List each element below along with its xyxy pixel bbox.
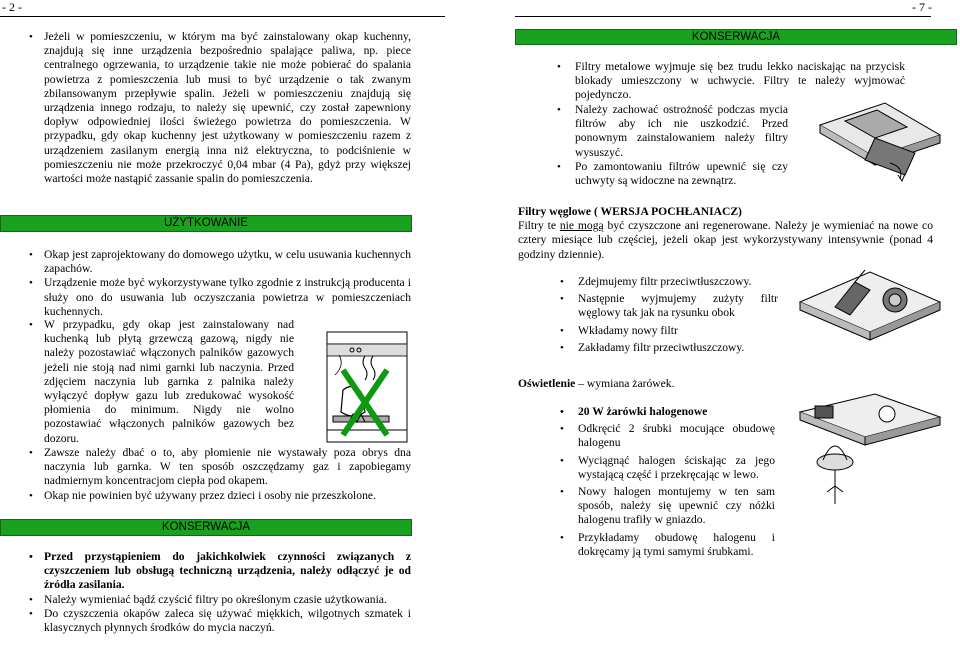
list-item: • Do czyszczenia okapów zaleca się używać miękkich, wilgotnych szmatek i klasycznych płynnych środków do mycia naczyń. (44, 607, 411, 635)
list-item: • Zakładamy filtr przeciwtłuszczowy. (578, 341, 778, 355)
list-item: • Zawsze należy dbać o to, aby płomienie nie wystawały poza obrys dna naczynia lub garnka. W ten sposób oszczędzamy gaz i zapobiegamy nadmiernym koncentracjom ciepła pod okapem. (44, 446, 411, 489)
list-item: • Odkręcić 2 śrubki mocujące obudowę halogenu (578, 422, 775, 450)
list-item: • Okap nie powinien być używany przez dzieci i osoby nie przeszkolone. (44, 489, 411, 503)
metal-filter-list-narrow (560, 103, 788, 188)
uzytkowanie-list-narrow (29, 318, 294, 446)
carbon-text-post: być czyszczone ani regenerowane. Należy je wymieniać na nowe co cztery miesiące lub częściej, jeżeli okap jest wykorzystywany intensywnie (ponad 4 godziny dziennie). (518, 219, 933, 261)
konserwacja-heading-right: KONSERWACJA (515, 29, 957, 45)
page-number-left: - 2 - (2, 0, 22, 14)
lighting-section (518, 377, 818, 391)
list-item: • Zdejmujemy filtr przeciwtłuszczowy. (578, 275, 778, 289)
list-item: • Wkładamy nowy filtr (578, 324, 778, 338)
list-item: • Przykładamy obudowę halogenu i dokręcamy ją tymi samymi śrubkami. (578, 531, 775, 559)
list-item: • Należy wymieniać bądź czyścić filtry po określonym czasie użytkowania. (44, 593, 411, 607)
bulb-list (563, 405, 775, 559)
uzytkowanie-list-top (29, 248, 411, 319)
carbon-filter-illustration (795, 262, 945, 350)
carbon-filter-text (518, 219, 933, 262)
halogen-bulb-illustration (795, 392, 945, 512)
carbon-filter-list (563, 275, 778, 355)
carbon-filter-title: Filtry węglowe ( WERSJA POCHŁANIACZ) (518, 205, 742, 218)
list-item: • Nowy halogen montujemy w ten sam sposób, należy się upewnić czy nóżki halogenu trafiły w gniazdo. (578, 485, 775, 528)
list-item: • W przypadku, gdy okap jest zainstalowany nad kuchenką lub płytą grzewczą gazową, nigdy nie należy pozostawiać włączonych palników gazowych jeżeli nie stoją nad nimi garnki lub naczynia. Przed zdjęciem naczynia lub garnka z palnika należy wyłączyć dopływ gazu lub zredukować wysokość płomienia do minimum. Nigdy nie wolno pozostawiać włączonych palników gazowych bez dozoru. (44, 318, 294, 446)
list-item: • Wyciągnąć halogen ściskając za jego wystającą część i przekręcając w lewo. (578, 454, 775, 482)
list-item: • Urządzenie może być wykorzystywane tylko zgodnie z instrukcją producenta i służy ono do usuwania lub oczyszczania powietrza w pomieszczeniach kuchennych. (44, 276, 411, 319)
carbon-text-underlined: nie mogą (559, 219, 604, 233)
list-item: • Filtry metalowe wyjmuje się bez trudu lekko naciskając na przycisk blokady umieszczony w uchwycie. Filtry te należy wyjmować pojedynczo. (575, 60, 905, 103)
page-number-right: - 7 - (912, 0, 932, 14)
carbon-filter-section (518, 205, 933, 262)
gas-burner-illustration (325, 330, 410, 445)
list-item: • 20 W żarówki halogenowe (578, 405, 775, 419)
top-rule-right (515, 16, 931, 17)
list-item: • Po zamontowaniu filtrów upewnić się czy uchwyty są widoczne na zewnątrz. (575, 160, 788, 188)
lighting-title: Oświetlenie (518, 377, 576, 390)
list-item: • Jeżeli w pomieszczeniu, w którym ma być zainstalowany okap kuchenny, znajdują się inne urządzenia bezpośrednio spalające paliwa, np. piece centralnego ogrzewania, to urządzenie takie nie może pobierać do spalania powietrza z pomieszczenia lub musi to być urządzenie o tak zwanym zbilansowanym przepływie spalin. Jeżeli w pomieszczeniu znajdują się urządzenia innego rodzaju, to należy się upewnić, czy został zapewniony dopływ odpowiedniej ilości świeżego powietrza do pomieszczenia. W przypadku, gdy okap kuchenny jest użytkowany w pomieszczeniu razem z urządzeniem zasilanym energią inna niż elektryczna, to podciśnienie w pomieszczeniu nie może przekroczyć 0,04 mbar (4 Pa), gdyż przy większej wartości może nastąpić zassanie spalin do pomieszczenia. (44, 30, 411, 186)
konserwacja-list-left (29, 550, 411, 635)
konserwacja-heading-left: KONSERWACJA (0, 519, 412, 536)
list-item: • Przed przystąpieniem do jakichkolwiek czynności związanych z czyszczeniem lub obsługą techniczną urządzenia, należy odłączyć je od źródła zasilania. (44, 550, 411, 593)
carbon-text-pre: Filtry te (518, 219, 560, 233)
metal-filter-illustration (815, 95, 945, 185)
uzytkowanie-list-bottom (29, 446, 411, 503)
lighting-subtitle: – wymiana żarówek. (575, 377, 675, 390)
uzytkowanie-heading: UŻYTKOWANIE (0, 215, 412, 232)
list-item: • Okap jest zaprojektowany do domowego użytku, w celu usuwania kuchennych zapachów. (44, 248, 411, 276)
list-item: • Należy zachować ostrożność podczas mycia filtrów aby ich nie uszkodzić. Przed ponownym zainstalowaniem należy filtry wysuszyć. (575, 103, 788, 160)
top-rule-left (0, 16, 445, 17)
list-item: • Następnie wyjmujemy zużyty filtr węglowy tak jak na rysunku obok (578, 292, 778, 320)
left-column (29, 30, 411, 186)
